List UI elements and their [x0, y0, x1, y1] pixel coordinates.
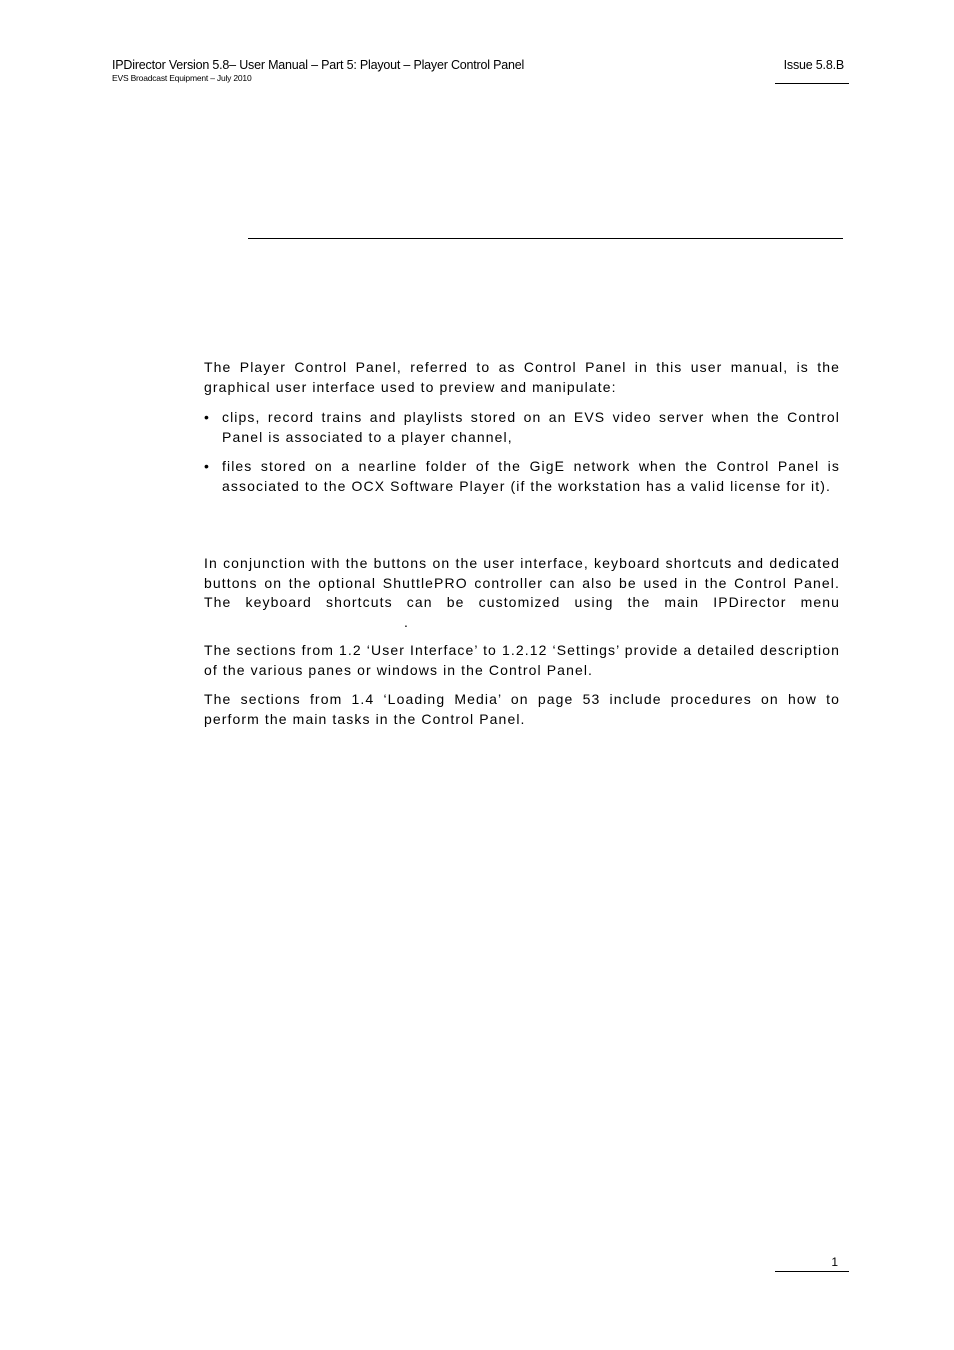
chapter-title-rule [248, 238, 843, 239]
header-rule [775, 83, 849, 84]
bullet-icon: • [204, 458, 211, 475]
list-item-text: files stored on a nearline folder of the GigE network when the Control Panel is associated to the OCX Software Player (if the workstation has a valid license for it). [222, 458, 840, 494]
page-header-subtitle: EVS Broadcast Equipment – July 2010 [112, 73, 252, 83]
issue-label: Issue 5.8.B [783, 58, 844, 72]
intro-paragraph: The Player Control Panel, referred to as Control Panel in this user manual, is the graphical user interface used to preview and manipulate: [204, 359, 840, 395]
list-item-text: clips, record trains and playlists stored on an EVS video server when the Control Panel is associated to a player channel, [222, 409, 840, 445]
list-item [204, 457, 840, 496]
shortcuts-paragraph-text: In conjunction with the buttons on the user interface, keyboard shortcuts and dedicated buttons on the optional ShuttlePRO controller can also be used in the Control Panel. The keyboard shortcuts can be customized using the main IPDirector menu [204, 555, 840, 611]
page-header-title: IPDirector Version 5.8– User Manual – Part 5: Playout – Player Control Panel [112, 58, 525, 72]
list-item [204, 408, 840, 447]
intro-bullet-list [204, 408, 840, 496]
shortcuts-paragraph-end: . [404, 613, 409, 630]
footer-rule [775, 1271, 849, 1272]
procedures-paragraph: The sections from 1.4 ‘Loading Media’ on page 53 include procedures on how to perform the main tasks in the Control Panel. [204, 691, 840, 727]
bullet-icon: • [204, 409, 211, 425]
page-number: 1 [831, 1255, 838, 1269]
shortcuts-paragraph [204, 554, 840, 632]
sections-paragraph: The sections from 1.2 ‘User Interface’ to 1.2.12 ‘Settings’ provide a detailed description of the various panes or windows in the Control Panel. [204, 642, 840, 678]
